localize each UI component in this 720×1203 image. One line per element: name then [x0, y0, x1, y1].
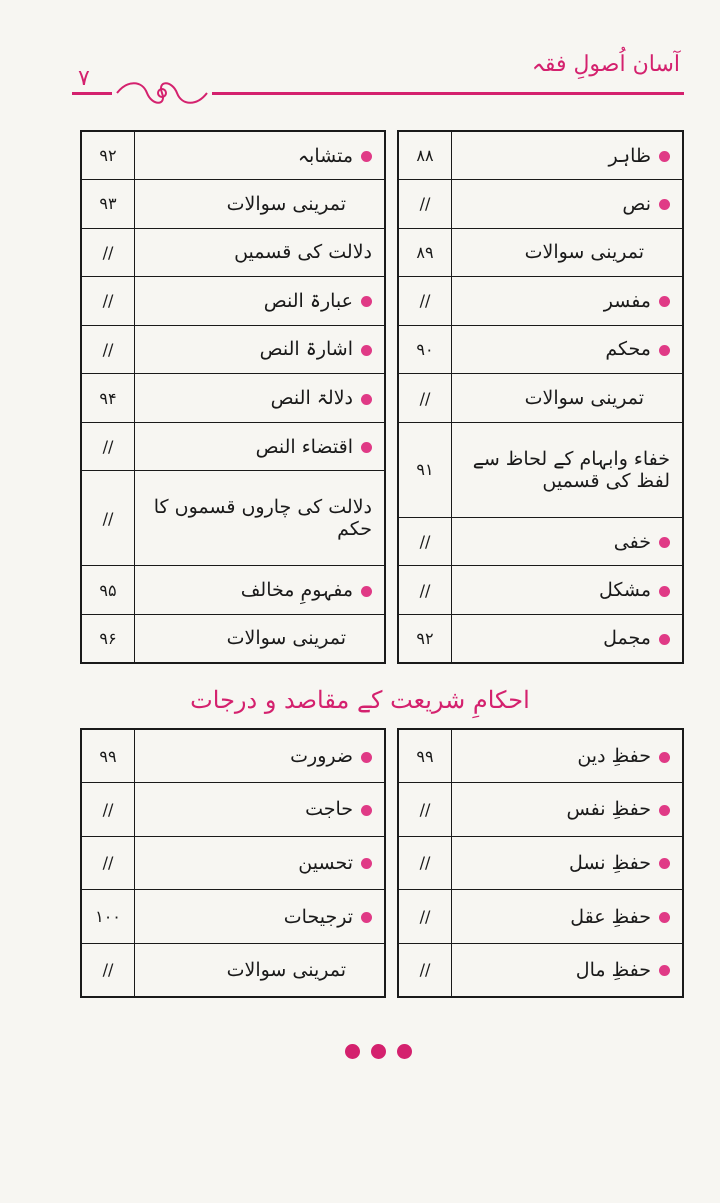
- bullet-icon: [361, 442, 372, 453]
- toc-entry-label: دلالۃ النص: [270, 387, 353, 410]
- bullet-icon: [659, 296, 670, 307]
- toc-entry: [452, 890, 683, 944]
- toc-entry: [135, 228, 385, 277]
- toc-row: [82, 783, 384, 837]
- toc-entry-label: حفظِ مال: [575, 958, 651, 981]
- book-title: آسان اُصولِ فقہ: [531, 52, 680, 77]
- bullet-icon: [659, 151, 670, 162]
- toc-row: [399, 228, 682, 277]
- toc-row: [399, 325, 682, 374]
- page-ref: ۹۹: [82, 730, 135, 783]
- toc-entry-label: نص: [622, 192, 651, 215]
- toc-row: [82, 730, 384, 783]
- toc-entry: [452, 836, 683, 890]
- toc-row: [82, 228, 384, 277]
- page-ref: //: [399, 277, 452, 326]
- toc-entry-label: تمرینی سوالات: [226, 627, 346, 650]
- bullet-icon: [361, 394, 372, 405]
- page-ref: //: [82, 471, 135, 566]
- page-ref: //: [82, 836, 135, 890]
- toc-entry: [135, 277, 385, 326]
- toc-entry-label: تمرینی سوالات: [524, 241, 644, 264]
- toc-entry-label: ضرورت: [290, 745, 353, 767]
- page-ref: //: [399, 943, 452, 996]
- toc-entry-label: دلالت کی چاروں قسموں کا حکم: [153, 496, 372, 541]
- bullet-icon: [361, 858, 372, 869]
- page-ref: //: [399, 783, 452, 837]
- page-ref: //: [82, 422, 135, 471]
- toc-row: [399, 836, 682, 890]
- page-ref: ۹۶: [82, 614, 135, 662]
- toc-row: [399, 614, 682, 662]
- page-ref: ۹۲: [82, 132, 135, 180]
- toc-entry: [452, 517, 683, 566]
- bullet-icon: [361, 345, 372, 356]
- dot: [371, 1044, 386, 1059]
- page-ref: //: [399, 836, 452, 890]
- bullet-icon: [659, 965, 670, 976]
- bullet-icon: [361, 151, 372, 162]
- bullet-icon: [659, 912, 670, 923]
- page-ref: //: [399, 517, 452, 566]
- toc-entry-label: دلالت کی قسمیں: [234, 241, 372, 264]
- toc-table-top-right: [397, 130, 684, 664]
- toc-row: [82, 566, 384, 615]
- toc-entry: [452, 374, 683, 423]
- toc-entry-label: حفظِ نفس: [566, 798, 651, 821]
- page-ref: ۹۱: [399, 422, 452, 517]
- toc-entry-label: تمرینی سوالات: [524, 387, 644, 410]
- toc-entry-label: خفاء وابہام کے لحاظ سے لفظ کی قسمیں: [472, 447, 670, 492]
- toc-row: [399, 730, 682, 783]
- end-ornament-dots: [345, 1044, 425, 1060]
- page-ref: ۸۸: [399, 132, 452, 180]
- bullet-icon: [659, 586, 670, 597]
- toc-entry: [452, 277, 683, 326]
- page-ref: ۹۰: [399, 325, 452, 374]
- toc-row: [399, 517, 682, 566]
- bullet-icon: [659, 634, 670, 645]
- toc-row: [82, 180, 384, 229]
- bullet-icon: [361, 296, 372, 307]
- toc-entry: [452, 422, 683, 517]
- toc-entry: [452, 730, 683, 783]
- page-ref: //: [82, 277, 135, 326]
- toc-row: [82, 374, 384, 423]
- page-number: ۷: [78, 66, 90, 91]
- toc-entry-label: حفظِ عقل: [570, 905, 651, 928]
- toc-row: [399, 277, 682, 326]
- toc-entry: [452, 943, 683, 996]
- toc-table-bottom-left: [80, 728, 386, 998]
- page-ref: ۹۵: [82, 566, 135, 615]
- toc-entry-label: حفظِ نسل: [568, 851, 651, 874]
- toc-table-bottom-right: [397, 728, 684, 998]
- toc-entry: [135, 180, 385, 229]
- toc-table: [399, 730, 682, 996]
- bullet-icon: [659, 805, 670, 816]
- toc-entry: [452, 228, 683, 277]
- toc-entry: [135, 566, 385, 615]
- toc-entry-label: مشکل: [598, 579, 651, 602]
- toc-entry-label: حفظِ دین: [577, 745, 651, 767]
- toc-entry: [452, 180, 683, 229]
- toc-entry-label: ترجیحات: [283, 905, 353, 928]
- toc-entry-label: خفی: [613, 530, 651, 553]
- toc-row: [82, 422, 384, 471]
- bullet-icon: [659, 199, 670, 210]
- toc-entry: [135, 471, 385, 566]
- toc-row: [399, 422, 682, 517]
- page-ref: //: [82, 228, 135, 277]
- bullet-icon: [659, 537, 670, 548]
- toc-entry-label: مفہومِ مخالف: [240, 579, 353, 602]
- toc-entry-label: تمرینی سوالات: [226, 958, 346, 981]
- page-ref: //: [399, 566, 452, 615]
- page-ref: //: [399, 890, 452, 944]
- toc-entry-label: تمرینی سوالات: [226, 192, 346, 215]
- toc-table: [82, 132, 384, 662]
- bullet-icon: [659, 858, 670, 869]
- toc-row: [82, 836, 384, 890]
- toc-row: [82, 471, 384, 566]
- page-ref: ۹۴: [82, 374, 135, 423]
- page-ref: //: [82, 783, 135, 837]
- toc-entry-label: اقتضاء النص: [255, 435, 353, 458]
- dot: [345, 1044, 360, 1059]
- bullet-icon: [361, 586, 372, 597]
- bullet-icon: [361, 912, 372, 923]
- page-ref: ۸۹: [399, 228, 452, 277]
- toc-entry: [135, 730, 385, 783]
- toc-entry-label: ظاہر: [608, 144, 651, 167]
- toc-row: [399, 890, 682, 944]
- toc-entry: [135, 374, 385, 423]
- bullet-icon: [659, 345, 670, 356]
- toc-entry-label: مجمل: [603, 627, 651, 650]
- toc-table: [82, 730, 384, 996]
- toc-row: [82, 890, 384, 944]
- toc-entry: [452, 325, 683, 374]
- toc-row: [399, 132, 682, 180]
- toc-entry: [135, 890, 385, 944]
- page-ref: ۱۰۰: [82, 890, 135, 944]
- toc-row: [399, 943, 682, 996]
- toc-entry: [135, 422, 385, 471]
- toc-row: [399, 783, 682, 837]
- toc-row: [82, 277, 384, 326]
- toc-entry-label: محکم: [605, 338, 651, 361]
- bullet-icon: [659, 752, 670, 763]
- toc-row: [82, 943, 384, 996]
- toc-entry: [452, 783, 683, 837]
- toc-row: [399, 566, 682, 615]
- toc-entry: [135, 614, 385, 662]
- section-title: احکامِ شریعت کے مقاصد و درجات: [190, 686, 530, 714]
- page-ref: ۹۳: [82, 180, 135, 229]
- toc-entry: [452, 566, 683, 615]
- toc-entry: [135, 325, 385, 374]
- toc-entry-label: متشابہ: [297, 144, 353, 167]
- toc-row: [82, 132, 384, 180]
- page-ref: //: [399, 180, 452, 229]
- toc-row: [82, 325, 384, 374]
- toc-entry-label: حاجت: [305, 798, 353, 821]
- toc-entry-label: عبارۃ النص: [263, 289, 353, 312]
- header-ornament: [112, 78, 212, 108]
- page-ref: ۹۹: [399, 730, 452, 783]
- toc-entry: [135, 132, 385, 180]
- page-ref: //: [399, 374, 452, 423]
- bullet-icon: [361, 805, 372, 816]
- toc-row: [399, 180, 682, 229]
- toc-entry-label: مفسر: [603, 289, 651, 312]
- toc-entry: [135, 783, 385, 837]
- page-ref: //: [82, 943, 135, 996]
- toc-entry-label: تحسین: [298, 851, 353, 874]
- toc-row: [82, 614, 384, 662]
- toc-entry: [135, 836, 385, 890]
- toc-entry: [135, 943, 385, 996]
- toc-entry-label: اشارۃ النص: [259, 338, 353, 361]
- toc-table: [399, 132, 682, 662]
- page-ref: //: [82, 325, 135, 374]
- toc-table-top-left: [80, 130, 386, 664]
- toc-entry: [452, 614, 683, 662]
- toc-row: [399, 374, 682, 423]
- bullet-icon: [361, 752, 372, 763]
- page-ref: ۹۲: [399, 614, 452, 662]
- dot: [397, 1044, 412, 1059]
- toc-entry: [452, 132, 683, 180]
